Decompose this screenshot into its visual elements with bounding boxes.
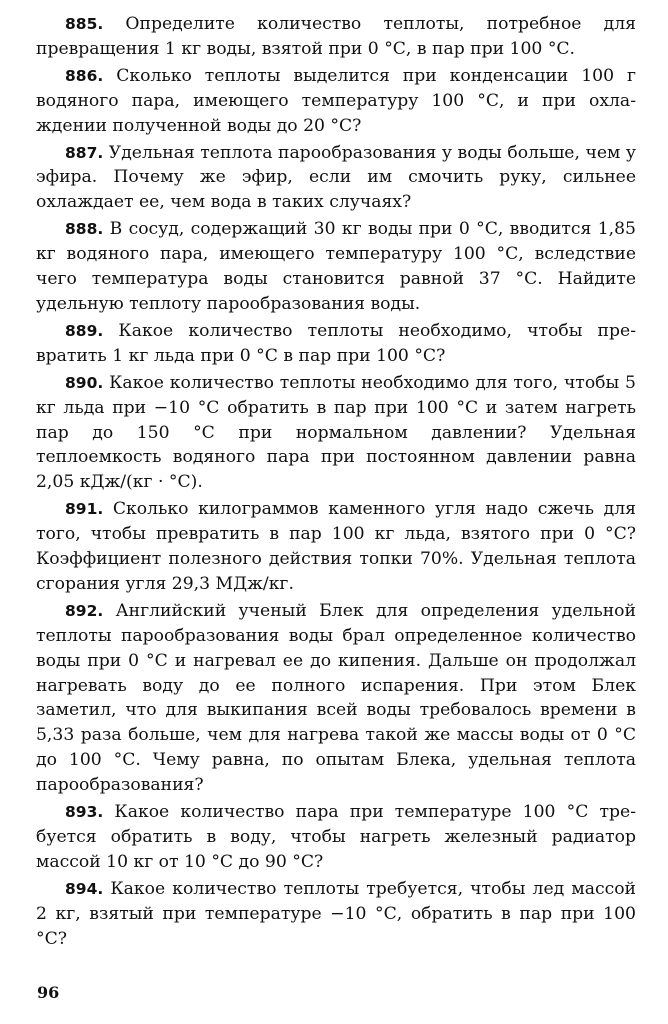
- problem-885: [36, 12, 636, 62]
- problem-number: 888.: [65, 220, 104, 239]
- problem-894: [36, 877, 636, 952]
- problem-text: Определите количество теплоты, потребное для превращения 1 кг воды, взятой при 0 °С, в пар при 100 °С.: [36, 14, 636, 59]
- problem-text: В сосуд, содержащий 30 кг воды при 0 °С, вводится 1,85 кг водяного пара, имеющего температуру 100 °С, вследствие чего температура воды становится равной 37 °С. Найдите удельную теплоту парообразования воды.: [36, 219, 636, 314]
- page-number: 96: [37, 983, 60, 1002]
- problem-887: [36, 141, 636, 216]
- problem-number: 893.: [65, 803, 104, 822]
- problem-893: [36, 800, 636, 875]
- problem-text: Какое количество теплоты необходимо, чтобы превратить 1 кг льда при 0 °С в пар при 100 °С?: [36, 320, 636, 366]
- problem-text: Сколько теплоты выделится при конденсации 100 г водяного пара, имеющего температуру 100 °С, и при охлаждении полученной воды до 20 °С?: [36, 65, 636, 136]
- problem-888: [36, 217, 636, 317]
- problem-891: [36, 497, 636, 597]
- problem-list: [36, 12, 636, 954]
- problem-number: 886.: [65, 66, 104, 85]
- problem-number: 894.: [65, 879, 104, 898]
- problem-number: 892.: [65, 601, 104, 620]
- problem-number: 889.: [65, 321, 104, 340]
- problem-text: Какое количество теплоты требуется, чтобы лед массой 2 кг, взятый при температуре −10 °С, обратить в пар при 100 °С?: [36, 878, 636, 949]
- problem-number: 887.: [65, 143, 104, 162]
- problem-text: Английский ученый Блек для определения удельной теплоты парообразования воды брал определенное количество воды при 0 °С и нагревал ее до кипения. Дальше он продолжал нагревать воду до ее полного испарения. При этом Блек заметил, что для выкипания всей воды требовалось времени в 5,33 раза больше, чем для нагрева такой же массы воды от 0 °С до 100 °С. Чему равна, по опытам Блека, удельная теплота парообразования?: [36, 600, 636, 796]
- problem-892: [36, 599, 636, 798]
- problem-text: Какое количество пара при температуре 100 °С требуется обратить в воду, чтобы нагреть железный радиатор массой 10 кг от 10 °С до 90 °С?: [36, 802, 637, 872]
- problem-number: 891.: [65, 500, 104, 519]
- problem-text: Какое количество теплоты необходимо для того, чтобы 5 кг льда при −10 °С обратить в пар при 100 °С и затем нагреть пар до 150 °С при нормальном давлении? Удельная теплоемкость водяного пара при постоянном давлении равна 2,05 кДж/(кг · °С).: [36, 372, 636, 493]
- problem-number: 890.: [65, 373, 104, 392]
- problem-text: Сколько килограммов каменного угля надо сжечь для того, чтобы превратить в пар 100 кг льда, взятого при 0 °С? Коэффициент полезного действия топки 70%. Удельная теплота сгорания угля 29,3 МДж/кг.: [36, 499, 636, 594]
- problem-886: [36, 64, 636, 139]
- problem-text: Удельная теплота парообразования у воды больше, чем у эфира. Почему же эфир, если им смочить руку, сильнее охлаждает ее, чем вода в таких случаях?: [36, 142, 637, 213]
- problem-number: 885.: [65, 15, 104, 33]
- problem-889: [36, 319, 636, 369]
- problem-890: [36, 371, 636, 496]
